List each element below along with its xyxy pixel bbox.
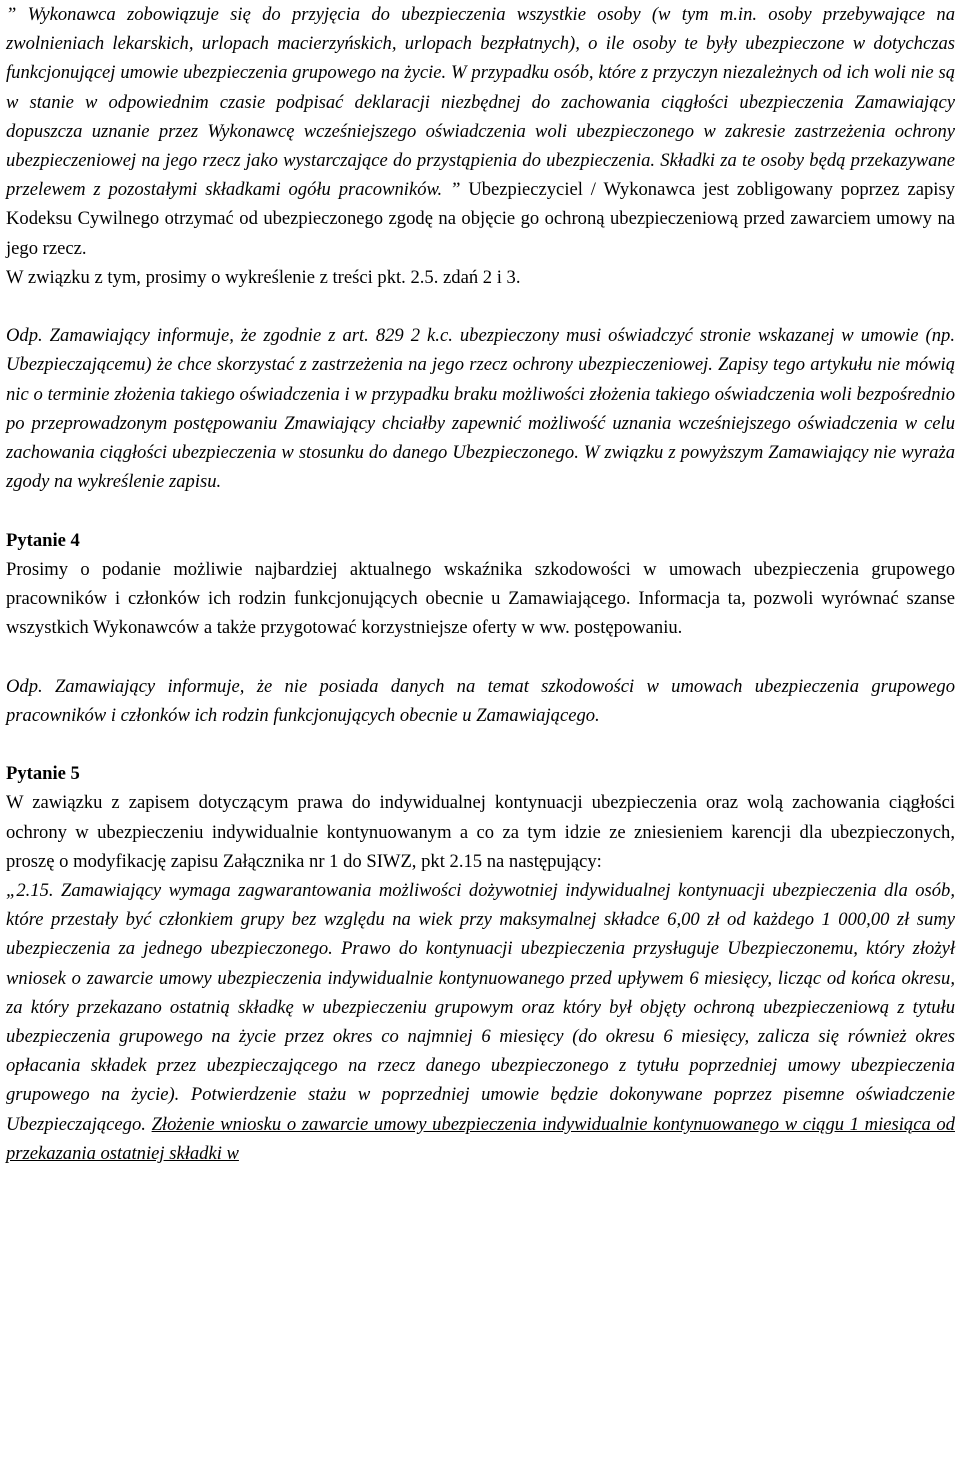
spacer (6, 496, 955, 525)
quoted-clause-italic: ” Wykonawca zobowiązuje się do przyjęcia do ubezpieczenia wszystkie osoby (w tym m.in. osoby przebywające na zwolnieniach lekarskich, urlopach macierzyńskich, urlopach bezpłatnych), o ile osoby te były ubezpieczone w dotychczas funkcjonującej umowie ubezpieczenia grupowego na życie. W przypadku osób, które z przyczyn niezależnych od ich woli nie są w stanie w odpowiednim czasie podpisać deklaracji niezbędnej do zachowania ciągłości ubezpieczenia Zamawiający dopuszcza uznanie przez Wykonawcę wcześniejszego oświadczenia woli ubezpieczonego w zakresie zastrzeżenia ochrony ubezpieczeniowej na jego rzecz jako wystarczające do przystąpienia do ubezpieczenia. Składki za te osoby będą przekazywane przelewem z pozostałymi składkami ogółu pracowników. ” (6, 4, 955, 201)
proposed-clause-underlined: Złożenie wniosku o zawarcie umowy ubezpieczenia indywidualnie kontynuowanego w ciągu 1 miesiąca od przekazania ostatniej składki w (6, 1113, 955, 1164)
paragraph-quoted-clause (6, 0, 955, 263)
spacer (6, 292, 955, 321)
answer-paragraph-3: Odp. Zamawiający informuje, że zgodnie z art. 829 2 k.c. ubezpieczony musi oświadczyć stronie wskazanej w umowie (np. Ubezpieczającemu) że chce skorzystać z zastrzeżenia na jego rzecz ochrony ubezpieczeniowej. Zapisy tego artykułu nie mówią nic o terminie złożenia takiego oświadczenia i w przypadku braku możliwości złożenia takiego oświadczenia woli bezpośrednio po przeprowadzonym postępowaniu Zmawiający chciałby zapewnić możliwość uznania wcześniejszego oświadczenia w celu zachowania ciągłości ubezpieczenia w stosunku do danego Ubezpieczonego. W związku z powyższym Zamawiający nie wyraża zgody na wykreślenie zapisu. (6, 325, 955, 493)
spacer (6, 642, 955, 671)
question-4-heading: Pytanie 4 (6, 529, 80, 551)
paragraph-request: W związku z tym, prosimy o wykreślenie z treści pkt. 2.5. zdań 2 i 3. (6, 266, 521, 288)
question-4-text: Prosimy o podanie możliwie najbardziej aktualnego wskaźnika szkodowości w umowach ubezpieczenia grupowego pracowników i członków ich rodzin funkcjonujących obecnie u Zamawiającego. Informacja ta, pozwoli wyrównać szanse wszystkich Wykonawców a także przygotować korzystniejsze oferty w ww. postępowaniu. (6, 558, 955, 639)
answer-paragraph-4: Odp. Zamawiający informuje, że nie posiada danych na temat szkodowości w umowach ubezpieczenia grupowego pracowników i członków ich rodzin funkcjonujących obecnie u Zamawiającego. (6, 675, 955, 726)
proposed-clause-text: „2.15. Zamawiający wymaga zagwarantowania możliwości dożywotniej indywidualnej kontynuacji ubezpieczenia dla osób, które przestały być członkiem grupy bez względu na wiek przy maksymalnej składce 6,00 zł od każdego 1 000,00 zł sumy ubezpieczenia za jednego ubezpieczonego. Prawo do kontynuacji ubezpieczenia przysługuje Ubezpieczonemu, który złożył wniosek o zawarcie umowy ubezpieczenia indywidualnie kontynuowanego przed upływem 6 miesięcy, licząc od końca okresu, za który przekazano ostatnią składkę w ubezpieczeniu grupowym oraz który był objęty ochroną ubezpieczeniową z tytułu ubezpieczenia grupowego na życie przez okres co najmniej 6 miesięcy (do okresu 6 miesięcy, zalicza się również okres opłacania składek przez ubezpieczającego na rzecz danego ubezpieczonego z tytułu poprzedniej umowy ubezpieczenia grupowego na życie). Potwierdzenie stażu w poprzedniej umowie będzie dokonywane poprzez pisemne oświadczenie Ubezpieczającego. (6, 880, 955, 1135)
question-5-proposed-clause (6, 876, 955, 1168)
spacer (6, 730, 955, 759)
question-5-text: W zawiązku z zapisem dotyczącym prawa do indywidualnej kontynuacji ubezpieczenia oraz wolą zachowania ciągłości ochrony w ubezpieczeniu indywidualnie kontynuowanym a co za tym idzie ze zniesieniem karencji dla ubezpieczonych, proszę o modyfikację zapisu Załącznika nr 1 do SIWZ, pkt 2.15 na następujący: (6, 792, 955, 872)
insurer-obligation-text: Ubezpieczyciel / Wykonawca jest zobligowany poprzez zapisy Kodeksu Cywilnego otrzymać od ubezpieczonego zgodę na objęcie go ochroną ubezpieczeniową przed zawarciem umowy na jego rzecz. (6, 179, 956, 259)
document-page (6, 0, 955, 1168)
question-5-heading: Pytanie 5 (6, 763, 80, 785)
